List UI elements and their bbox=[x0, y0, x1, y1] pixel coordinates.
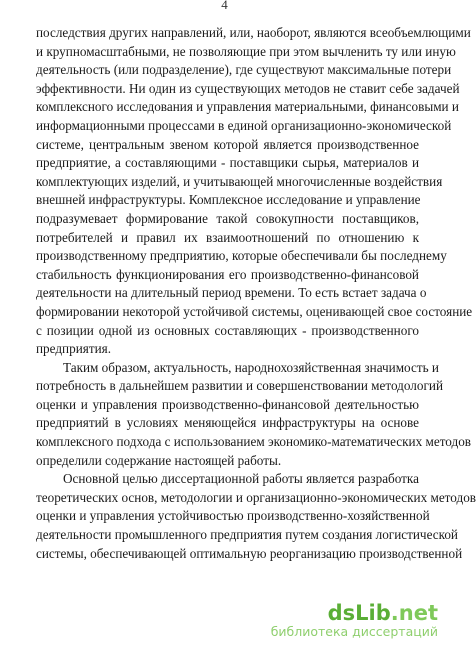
text-line: Таким образом, актуальность, народнохозяйственная значимость и bbox=[63, 359, 439, 375]
text-line: деятельности промышленного предприятия путем создания логистической bbox=[36, 527, 458, 543]
text-line: информационными процессами в единой организационно-экономической bbox=[36, 117, 452, 133]
watermark-subtitle: библиотека диссертаций bbox=[270, 624, 438, 639]
text-line: и крупномасштабными, не позволяющие при этом вычленить ту или иную bbox=[36, 43, 456, 59]
text-line: формировании некоторой устойчивой системы, оценивающей свое состояние bbox=[36, 303, 473, 319]
text-line: Основной целью диссертационной работы является разработка bbox=[63, 471, 419, 487]
body-text bbox=[36, 24, 476, 563]
text-line: потребителей и правил их взаимоотношений по отношению к bbox=[36, 229, 419, 245]
text-line: оценки и управления устойчивостью производственно-хозяйственной bbox=[36, 508, 430, 524]
text-line: комплексного исследования и управления материальными, финансовыми и bbox=[36, 99, 459, 115]
text-line: подразумевает формирование такой совокупности поставщиков, bbox=[36, 210, 419, 226]
text-line: предприятий в условиях меняющейся инфраструктуры на основе bbox=[36, 415, 419, 431]
text-line: предприятия. bbox=[36, 341, 111, 357]
page-number: 4 bbox=[221, 0, 229, 12]
text-line: с позиции одной из основных составляющих - производственного bbox=[36, 322, 419, 338]
text-line: деятельность (или подразделение), где существуют максимальные потери bbox=[36, 62, 452, 78]
dslib-watermark bbox=[271, 602, 438, 639]
watermark-logo bbox=[271, 602, 438, 624]
text-line: деятельности на длительный период времени. То есть встает задача о bbox=[36, 285, 427, 301]
text-line: стабильность функционирования его производственно-финансовой bbox=[36, 266, 419, 282]
watermark-logo-prefix: dsLib bbox=[327, 601, 391, 625]
text-line: предприятие, а составляющими - поставщики сырья, материалов и bbox=[36, 155, 419, 171]
text-line: эффективности. Ни один из существующих методов не ставит себе задачей bbox=[36, 80, 460, 96]
text-line: теоретических основ, методологии и организационно-экономических методов bbox=[36, 489, 476, 505]
text-line: системе, центральным звеном которой является производственное bbox=[36, 136, 419, 152]
watermark-logo-suffix: .net bbox=[390, 601, 438, 625]
text-line: потребность в дальнейшем развитии и совершенствовании методологий bbox=[36, 378, 444, 394]
text-line: комплектующих изделий, и учитывающей многочисленные воздействия bbox=[36, 173, 443, 189]
text-line: комплексного подхода с использованием экономико-математических методов bbox=[36, 434, 472, 450]
text-line: последствия других направлений, или, наоборот, являются всеобъемлющими bbox=[36, 25, 471, 40]
text-line: определили содержание настоящей работы. bbox=[36, 452, 282, 468]
text-line: системы, обеспечивающей оптимальную реорганизацию производственной bbox=[36, 545, 463, 561]
text-line: внешней инфраструктуры. Комплексное исследование и управление bbox=[36, 192, 421, 208]
text-line: оценки и управления производственно-финансовой деятельностью bbox=[36, 396, 419, 412]
text-line: производственному предприятию, которые обеспечивали бы последнему bbox=[36, 248, 447, 264]
